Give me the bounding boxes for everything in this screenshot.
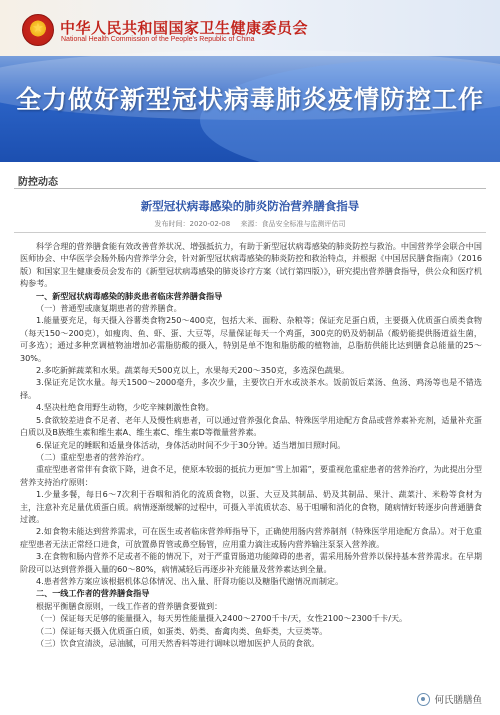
body-paragraph: 4.患者营养方案应该根据机体总体情况、出入量、肝肾功能以及糖脂代谢情况而制定。 (36, 575, 344, 586)
body-paragraph: 1.能量要充足，每天摄入谷薯类食物250～400克，包括大米、面粉、杂粮等；保证充足蛋白质，主要摄入优质蛋白质类食物（每天150～200克），如瘦肉、鱼、虾、蛋、大豆等，尽量保证每天一个鸡蛋，300克的奶及奶制品（酸奶能提供肠道益生菌，可多选）；通过多种烹调植物油增加必需脂肪酸的摄入，特别是单不饱和脂肪酸的植物油，总脂肪供能比达到膳食总能量的25～30%。 (20, 315, 482, 363)
body-paragraph: （二）保证每天摄入优质蛋白质，如蛋类、奶类、畜禽肉类、鱼虾类，大豆类等。 (36, 625, 328, 636)
section-heading: 二、一线工作者的营养膳食指导 (36, 588, 150, 599)
body-paragraph: （一）普通型或康复期患者的营养膳食。 (36, 303, 182, 314)
body-paragraph: （一）保证每天足够的能量摄入，每天男性能量摄入2400～2700千卡/天，女性2100～2300千卡/天。 (36, 613, 408, 624)
org-name-en: National Health Commission of the People's Republic of China (61, 36, 255, 43)
body-paragraph: 2.如食物未能达到营养需求，可在医生或者临床营养师指导下，正确使用肠内营养制剂（特殊医学用途配方食品）。对于危重症型患者无法正常经口进食，可放置鼻胃管或鼻空肠管，应用重力滴注或肠内营养输注泵泵入营养液。 (20, 526, 482, 549)
body-paragraph: 6.保证充足的睡眠和适量身体活动，身体活动时间不少于30分钟。适当增加日照时间。 (36, 439, 346, 450)
section-heading: 一、新型冠状病毒感染的肺炎患者临床营养膳食指导 (36, 290, 223, 301)
body-paragraph: 科学合理的营养膳食能有效改善营养状况、增强抵抗力，有助于新型冠状病毒感染的肺炎防控与救治。中国营养学会联合中国医师协会、中华医学会肠外肠内营养学分会，针对新型冠状病毒感染的肺炎防控和救治特点，并根据《中国居民膳食指南》（2016版）和国家卫生健康委员会发布的《新型冠状病毒感染的肺炎诊疗方案（试行第四版）》，研究提出营养膳食指导，供公众和医疗机构参考。 (20, 241, 482, 289)
body-paragraph: 3.保证充足饮水量。每天1500～2000毫升，多次少量，主要饮白开水或淡茶水。饭前饭后菜汤、鱼汤、鸡汤等也是不错选择。 (20, 377, 482, 400)
section-tag[interactable]: 防控动态 (18, 177, 58, 188)
body-paragraph: 重症型患者常伴有食欲下降，进食不足，使原本较弱的抵抗力更加“雪上加霜”，要重视危重症患者的营养治疗，为此提出分型营养支持治疗原则： (20, 464, 482, 487)
body-paragraph: 4.坚决杜绝食用野生动物，少吃辛辣刺激性食物。 (36, 402, 214, 413)
article-body (20, 240, 482, 649)
body-paragraph: （三）饮食宜清淡，忌油腻，可用天然香料等进行调味以增加医护人员的食欲。 (36, 638, 320, 648)
body-paragraph: 1.少量多餐，每日6～7次利于吞咽和消化的流质食物，以蛋、大豆及其制品、奶及其制品、果汁、蔬菜汁、米粉等食材为主，注意补充足量优质蛋白质。病情逐渐缓解的过程中，可摄入半流质状态、易于咀嚼和消化的食物，随病情好转逐步向普通膳食过渡。 (20, 489, 482, 524)
header-banner (0, 0, 500, 162)
wechat-account-icon (417, 693, 430, 706)
body-paragraph: （二）重症型患者的营养治疗。 (36, 451, 150, 462)
body-paragraph: 根据平衡膳食原则，一线工作者的营养膳食要做到： (36, 600, 223, 611)
publish-date: 发布时间：2020-02-08 (154, 220, 231, 228)
meta-divider (14, 232, 486, 233)
national-emblem-icon: ★ (22, 14, 54, 46)
banner-headline: 全力做好新型冠状病毒肺炎疫情防控工作 (15, 86, 484, 114)
org-name[interactable]: 中华人民共和国国家卫生健康委员会 (60, 19, 309, 37)
section-divider (14, 188, 486, 189)
watermark-text: 何氏膳膳鱼 (434, 695, 482, 706)
article-title: 新型冠状病毒感染的肺炎防治营养膳食指导 (140, 199, 360, 213)
body-paragraph: 3.在食物和肠内营养不足或者不能的情况下，对于严重胃肠道功能障碍的患者，需采用肠外营养以保持基本营养需求。在早期阶段可以达到营养摄入量的60～80%，病情减轻后再逐步补充能量及营养素达到全量。 (20, 551, 482, 574)
account-watermark (413, 690, 486, 708)
article-source: 来源：食品安全标准与监测评估司 (240, 220, 346, 228)
article-meta (0, 219, 500, 229)
body-paragraph: 2.多吃新鲜蔬菜和水果。蔬菜每天500克以上，水果每天200～350克，多选深色蔬果。 (36, 365, 350, 376)
body-paragraph: 5.食欲较差进食不足者、老年人及慢性病患者，可以通过营养强化食品、特殊医学用途配方食品或营养素补充剂，适量补充蛋白质以及B族维生素和维生素A、维生素C、维生素D等微量营养素。 (20, 414, 482, 438)
